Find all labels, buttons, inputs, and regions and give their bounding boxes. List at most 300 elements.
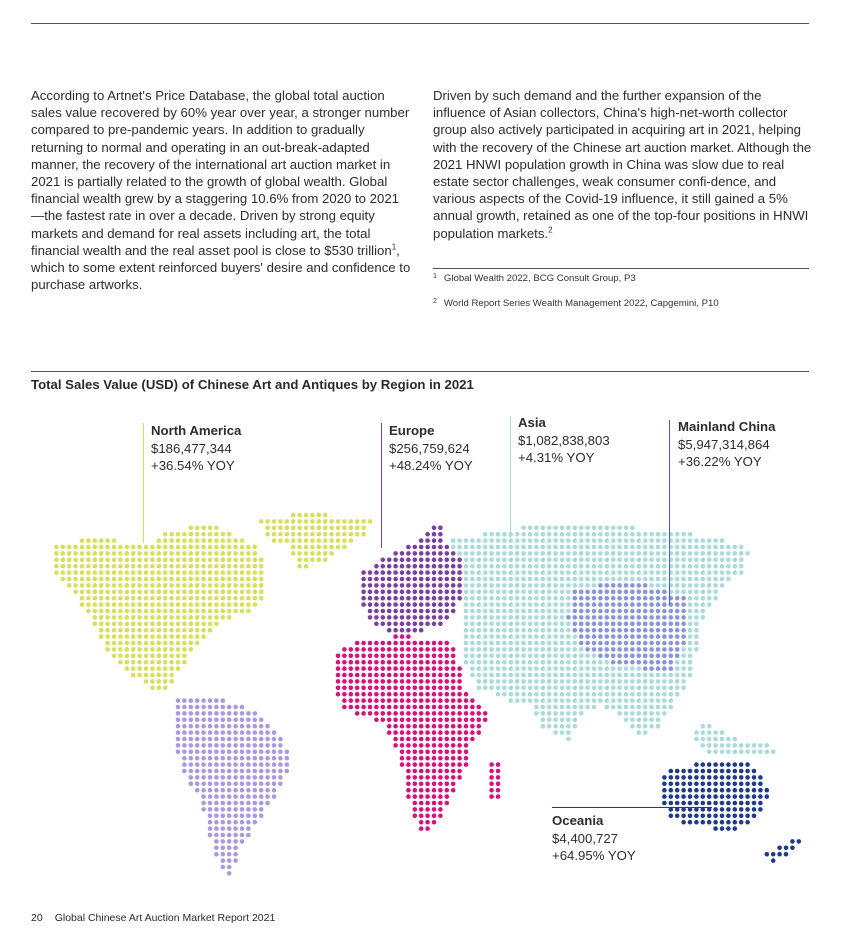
- south-america-dot: [240, 775, 245, 780]
- oceania-dot: [745, 782, 750, 787]
- africa-dot: [400, 686, 405, 691]
- mainland-china-dot: [585, 615, 590, 620]
- asia-dot: [617, 564, 622, 569]
- europe-dot: [438, 609, 443, 614]
- oceania-dot: [669, 814, 674, 819]
- asia-dot: [720, 583, 725, 588]
- south-america-dot: [227, 846, 232, 851]
- north-america-dot: [182, 570, 187, 575]
- north-america-dot: [323, 532, 328, 537]
- oceania-dot: [675, 788, 680, 793]
- asia-dot: [470, 615, 475, 620]
- north-america-dot: [157, 577, 162, 582]
- oceania-dot: [707, 794, 712, 799]
- north-america-dot: [323, 558, 328, 563]
- europe-dot: [406, 558, 411, 563]
- asia-dot: [560, 583, 565, 588]
- north-america-dot: [137, 545, 142, 550]
- north-america-dot: [93, 622, 98, 627]
- oceania-dot: [694, 782, 699, 787]
- south-america-dot: [246, 782, 251, 787]
- footnote-ref-1[interactable]: 1: [391, 242, 397, 252]
- south-america-dot: [253, 814, 258, 819]
- south-america-dot: [189, 750, 194, 755]
- north-america-dot: [144, 666, 149, 671]
- asia-dot: [534, 532, 539, 537]
- north-america-dot: [304, 545, 309, 550]
- south-america-dot: [227, 833, 232, 838]
- north-america-dot: [227, 551, 232, 556]
- asia-dot: [464, 551, 469, 556]
- north-america-dot: [182, 545, 187, 550]
- north-america-dot: [227, 596, 232, 601]
- asia-dot: [534, 538, 539, 543]
- north-america-dot: [208, 564, 213, 569]
- africa-dot: [438, 718, 443, 723]
- south-america-dot: [246, 775, 251, 780]
- asia-dot: [585, 564, 590, 569]
- south-america-dot: [182, 724, 187, 729]
- asia-dot: [528, 551, 533, 556]
- mainland-china-dot: [624, 583, 629, 588]
- south-america-dot: [272, 794, 277, 799]
- oceania-dot: [694, 775, 699, 780]
- asia-dot: [470, 641, 475, 646]
- north-america-dot: [195, 628, 200, 633]
- asia-dot: [649, 577, 654, 582]
- north-america-dot: [105, 590, 110, 595]
- asia-dot: [477, 558, 482, 563]
- asia-dot: [515, 564, 520, 569]
- oceania-dot: [726, 826, 731, 831]
- africa-dot: [374, 679, 379, 684]
- africa-dot: [368, 666, 373, 671]
- south-america-dot: [240, 750, 245, 755]
- asia-dot: [560, 551, 565, 556]
- asia-dot: [553, 654, 558, 659]
- asia-dot: [502, 673, 507, 678]
- africa-dot: [432, 788, 437, 793]
- asia-dot: [541, 641, 546, 646]
- africa-dot: [387, 730, 392, 735]
- europe-dot: [381, 609, 386, 614]
- north-america-dot: [182, 564, 187, 569]
- north-america-dot: [195, 545, 200, 550]
- north-america-dot: [67, 564, 72, 569]
- africa-dot: [445, 756, 450, 761]
- south-america-dot: [246, 737, 251, 742]
- asia-dot: [681, 673, 686, 678]
- oceania-dot: [713, 794, 718, 799]
- mainland-china-dot: [573, 596, 578, 601]
- asia-dot: [630, 686, 635, 691]
- north-america-dot: [195, 583, 200, 588]
- mainland-china-dot: [585, 622, 590, 627]
- north-america-dot: [150, 590, 155, 595]
- oceania-dot: [777, 852, 782, 857]
- asia-dot: [649, 558, 654, 563]
- europe-dot: [413, 602, 418, 607]
- asia-dot: [528, 673, 533, 678]
- mainland-china-dot: [598, 590, 603, 595]
- north-america-dot: [93, 551, 98, 556]
- africa-dot: [368, 660, 373, 665]
- asia-dot: [528, 686, 533, 691]
- asia-dot: [701, 596, 706, 601]
- asia-dot: [521, 609, 526, 614]
- africa-dot: [406, 724, 411, 729]
- asia-dot: [701, 551, 706, 556]
- africa-dot: [355, 679, 360, 684]
- south-america-dot: [233, 858, 238, 863]
- africa-dot: [419, 666, 424, 671]
- north-america-dot: [105, 622, 110, 627]
- north-america-dot: [240, 602, 245, 607]
- asia-dot: [483, 679, 488, 684]
- europe-dot: [438, 622, 443, 627]
- asia-dot: [560, 538, 565, 543]
- asia-dot: [624, 564, 629, 569]
- asia-dot: [669, 686, 674, 691]
- oceania-dot: [675, 769, 680, 774]
- africa-dot: [406, 743, 411, 748]
- north-america-dot: [259, 558, 264, 563]
- asia-dot: [643, 705, 648, 710]
- oceania-dot: [701, 788, 706, 793]
- africa-dot: [368, 673, 373, 678]
- asia-dot: [515, 641, 520, 646]
- asia-dot: [515, 686, 520, 691]
- mainland-china-dot: [611, 634, 616, 639]
- europe-dot: [425, 615, 430, 620]
- asia-dot: [515, 615, 520, 620]
- south-america-dot: [272, 762, 277, 767]
- north-america-dot: [73, 590, 78, 595]
- north-america-dot: [118, 634, 123, 639]
- asia-dot: [688, 583, 693, 588]
- south-america-dot: [176, 750, 181, 755]
- south-america-dot: [246, 814, 251, 819]
- north-america-dot: [157, 673, 162, 678]
- north-america-dot: [195, 634, 200, 639]
- north-america-dot: [118, 570, 123, 575]
- asia-dot: [726, 551, 731, 556]
- europe-yoy: +48.24% YOY: [389, 458, 473, 473]
- asia-dot: [579, 711, 584, 716]
- south-america-dot: [214, 852, 219, 857]
- mainland-china-dot: [649, 596, 654, 601]
- mainland-china-leader: [669, 420, 670, 605]
- north-america-dot: [169, 628, 174, 633]
- north-america-dot: [317, 519, 322, 524]
- asia-dot: [701, 743, 706, 748]
- asia-dot: [598, 679, 603, 684]
- africa-dot: [457, 743, 462, 748]
- asia-dot: [605, 551, 610, 556]
- africa-dot: [413, 698, 418, 703]
- asia-dot: [566, 622, 571, 627]
- south-america-dot: [246, 750, 251, 755]
- asia-dot: [611, 538, 616, 543]
- asia-dot: [553, 692, 558, 697]
- north-america-dot: [189, 590, 194, 595]
- asia-dot: [726, 577, 731, 582]
- north-america-dot: [61, 564, 66, 569]
- asia-dot: [688, 666, 693, 671]
- asia-dot: [707, 558, 712, 563]
- south-america-dot: [214, 794, 219, 799]
- south-america-dot: [227, 769, 232, 774]
- europe-dot: [400, 558, 405, 563]
- north-america-dot: [157, 558, 162, 563]
- north-america-dot: [240, 577, 245, 582]
- asia-dot: [566, 532, 571, 537]
- north-america-dot: [150, 686, 155, 691]
- asia-dot: [656, 532, 661, 537]
- asia-dot: [611, 673, 616, 678]
- asia-dot: [483, 615, 488, 620]
- oceania-dot: [681, 775, 686, 780]
- north-america-dot: [93, 602, 98, 607]
- mainland-china-dot: [598, 641, 603, 646]
- asia-dot: [477, 673, 482, 678]
- africa-dot: [413, 762, 418, 767]
- asia-dot: [688, 551, 693, 556]
- africa-dot: [400, 730, 405, 735]
- africa-dot: [393, 737, 398, 742]
- mainland-china-dot: [617, 609, 622, 614]
- south-america-dot: [208, 730, 213, 735]
- south-america-dot: [176, 705, 181, 710]
- south-america-dot: [253, 711, 258, 716]
- north-america-dot: [125, 641, 130, 646]
- north-america-dot: [150, 602, 155, 607]
- asia-dot: [624, 666, 629, 671]
- north-america-dot: [246, 602, 251, 607]
- north-america-dot: [189, 558, 194, 563]
- asia-dot: [483, 577, 488, 582]
- south-america-dot: [189, 724, 194, 729]
- asia-dot: [611, 564, 616, 569]
- europe-dot: [451, 564, 456, 569]
- asia-dot: [560, 596, 565, 601]
- asia-dot: [637, 730, 642, 735]
- north-america-dot: [214, 583, 219, 588]
- north-america-dot: [182, 654, 187, 659]
- asia-name: Asia: [518, 415, 546, 430]
- africa-dot: [438, 801, 443, 806]
- asia-dot: [496, 692, 501, 697]
- south-america-dot: [240, 724, 245, 729]
- south-america-dot: [227, 788, 232, 793]
- oceania-dot: [669, 782, 674, 787]
- africa-dot: [381, 679, 386, 684]
- oceania-dot: [675, 814, 680, 819]
- asia-dot: [521, 622, 526, 627]
- europe-dot: [393, 615, 398, 620]
- south-america-dot: [227, 852, 232, 857]
- north-america-dot: [259, 519, 264, 524]
- africa-dot: [355, 705, 360, 710]
- south-america-dot: [214, 730, 219, 735]
- north-america-dot: [112, 602, 117, 607]
- africa-dot: [361, 692, 366, 697]
- asia-dot: [489, 558, 494, 563]
- south-america-dot: [227, 750, 232, 755]
- asia-dot: [483, 590, 488, 595]
- europe-dot: [374, 622, 379, 627]
- europe-dot: [361, 602, 366, 607]
- north-america-dot: [201, 558, 206, 563]
- asia-dot: [541, 711, 546, 716]
- south-america-dot: [201, 737, 206, 742]
- north-america-dot: [112, 622, 117, 627]
- mainland-china-dot: [624, 602, 629, 607]
- asia-dot: [592, 698, 597, 703]
- north-america-dot: [189, 622, 194, 627]
- asia-dot: [624, 538, 629, 543]
- asia-dot: [566, 730, 571, 735]
- africa-dot: [445, 718, 450, 723]
- africa-dot: [419, 743, 424, 748]
- africa-dot: [451, 769, 456, 774]
- north-america-dot: [105, 545, 110, 550]
- asia-dot: [694, 641, 699, 646]
- asia-dot: [553, 590, 558, 595]
- africa-dot: [457, 769, 462, 774]
- footnote-ref-2[interactable]: 2: [548, 225, 553, 235]
- north-america-dot: [221, 609, 226, 614]
- asia-dot: [611, 532, 616, 537]
- north-america-dot: [214, 596, 219, 601]
- africa-dot: [368, 679, 373, 684]
- oceania-dot: [713, 826, 718, 831]
- asia-dot: [521, 692, 526, 697]
- north-america-dot: [125, 564, 130, 569]
- africa-dot: [451, 647, 456, 652]
- asia-dot: [701, 724, 706, 729]
- asia-dot: [560, 692, 565, 697]
- north-america-dot: [317, 532, 322, 537]
- north-america-dot: [278, 532, 283, 537]
- oceania-dot: [675, 794, 680, 799]
- europe-dot: [374, 602, 379, 607]
- asia-dot: [592, 526, 597, 531]
- north-america-dot: [163, 679, 168, 684]
- asia-dot: [541, 724, 546, 729]
- asia-dot: [598, 698, 603, 703]
- asia-dot: [534, 615, 539, 620]
- north-america-dot: [67, 570, 72, 575]
- north-america-dot: [329, 532, 334, 537]
- north-america-dot: [169, 538, 174, 543]
- asia-dot: [534, 577, 539, 582]
- oceania-dot: [688, 788, 693, 793]
- north-america-dot: [323, 538, 328, 543]
- south-america-dot: [221, 794, 226, 799]
- south-america-dot: [240, 743, 245, 748]
- north-america-dot: [176, 654, 181, 659]
- north-america-dot: [169, 577, 174, 582]
- asia-dot: [656, 564, 661, 569]
- north-america-dot: [233, 577, 238, 582]
- oceania-dot: [733, 775, 738, 780]
- north-america-dot: [131, 628, 136, 633]
- europe-dot: [419, 590, 424, 595]
- mainland-china-dot: [579, 609, 584, 614]
- mainland-china-dot: [611, 641, 616, 646]
- africa-dot: [419, 692, 424, 697]
- north-america-dot: [99, 590, 104, 595]
- south-america-dot: [221, 698, 226, 703]
- asia-dot: [592, 558, 597, 563]
- asia-dot: [515, 545, 520, 550]
- mainland-china-dot: [643, 647, 648, 652]
- europe-dot: [425, 602, 430, 607]
- asia-dot: [573, 532, 578, 537]
- north-america-dot: [99, 622, 104, 627]
- north-america-dot: [227, 532, 232, 537]
- mainland-china-dot: [585, 647, 590, 652]
- africa-dot: [425, 782, 430, 787]
- asia-dot: [553, 647, 558, 652]
- asia-dot: [515, 538, 520, 543]
- north-america-dot: [163, 538, 168, 543]
- asia-dot: [579, 526, 584, 531]
- oceania-dot: [720, 820, 725, 825]
- europe-dot: [432, 609, 437, 614]
- asia-dot: [534, 647, 539, 652]
- africa-dot: [425, 801, 430, 806]
- europe-dot: [438, 532, 443, 537]
- africa-dot: [438, 769, 443, 774]
- south-america-dot: [259, 769, 264, 774]
- mainland-china-dot: [592, 596, 597, 601]
- asia-dot: [560, 698, 565, 703]
- europe-dot: [406, 602, 411, 607]
- africa-dot: [438, 794, 443, 799]
- oceania-dot: [720, 826, 725, 831]
- north-america-dot: [214, 602, 219, 607]
- south-america-dot: [246, 769, 251, 774]
- north-america-dot: [163, 590, 168, 595]
- north-america-dot: [176, 666, 181, 671]
- africa-dot: [361, 654, 366, 659]
- north-america-dot: [182, 628, 187, 633]
- asia-dot: [585, 673, 590, 678]
- south-america-dot: [278, 762, 283, 767]
- north-america-dot: [195, 564, 200, 569]
- asia-dot: [649, 705, 654, 710]
- africa-dot: [336, 654, 341, 659]
- europe-dot: [381, 570, 386, 575]
- south-america-dot: [195, 718, 200, 723]
- asia-dot: [496, 622, 501, 627]
- south-america-dot: [265, 750, 270, 755]
- mainland-china-dot: [643, 634, 648, 639]
- africa-dot: [413, 775, 418, 780]
- asia-dot: [694, 577, 699, 582]
- europe-dot: [400, 564, 405, 569]
- north-america-dot: [150, 641, 155, 646]
- south-america-dot: [233, 762, 238, 767]
- north-america-dot: [157, 538, 162, 543]
- south-america-dot: [214, 718, 219, 723]
- north-america-dot: [150, 545, 155, 550]
- europe-dot: [400, 596, 405, 601]
- north-america-dot: [336, 519, 341, 524]
- europe-dot: [368, 615, 373, 620]
